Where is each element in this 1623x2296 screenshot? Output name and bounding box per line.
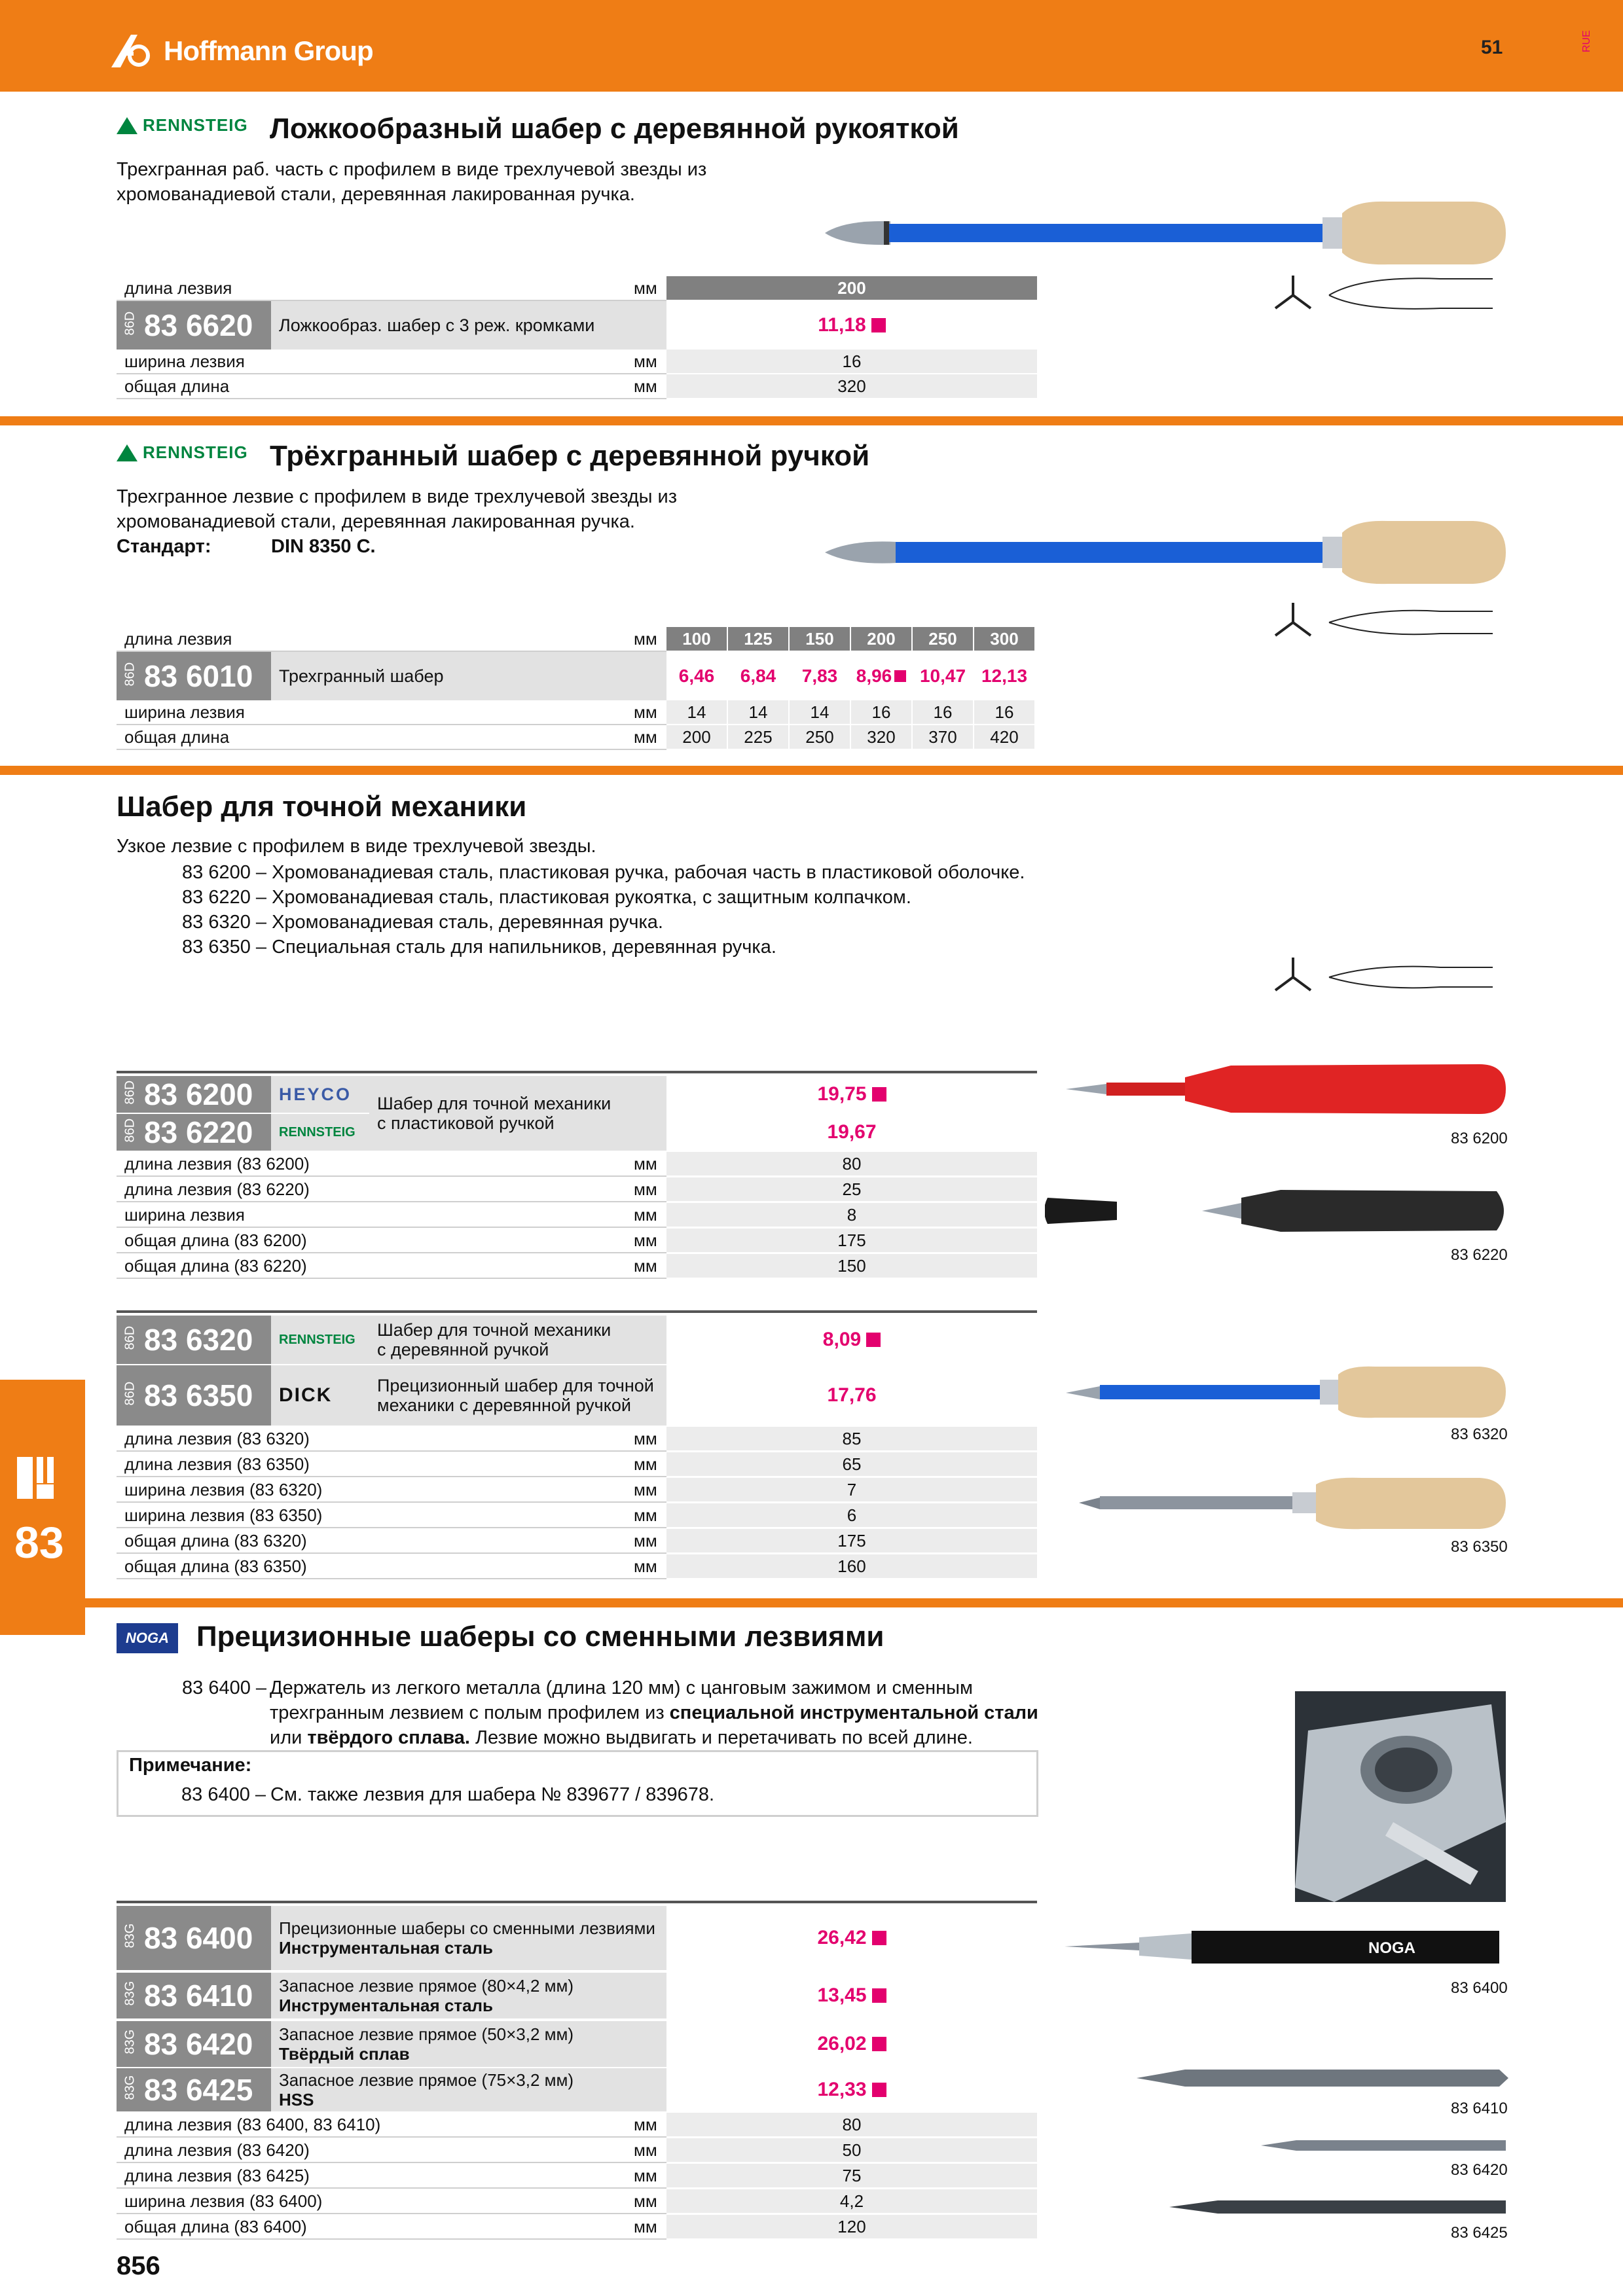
spec-value: 8 [666,1203,1037,1228]
order-square-icon [872,2083,886,2097]
spec-row: длина лезвия (83 6420) мм [117,2138,666,2163]
price-83-6420[interactable]: 26,02 [666,2021,1037,2067]
section3-bullets [182,860,1025,960]
order-square-icon [872,1931,886,1945]
price-83-6010-5[interactable]: 12,13 [981,666,1028,686]
scraper-83-6220-image [1045,1178,1516,1244]
bullet-83-6200: 83 6200 – Хромованадиевая сталь, пластиковая ручка, рабочая часть в пластиковой оболочке. [182,862,1025,883]
spec-value: 175 [666,1229,1037,1253]
caption-83-6200: 83 6200 [1451,1130,1508,1147]
code-description: Запасное лезвие прямое (50×3,2 мм) Твёрдый сплав [271,2021,666,2067]
blade-83-6420-image [1257,2132,1512,2159]
section4-bullet-code: 83 6400 – [182,1677,267,1698]
spec-value: 75 [666,2164,1037,2189]
spec-row: общая длина (83 6220) мм [117,1254,666,1279]
caption-83-6220: 83 6220 [1451,1246,1508,1264]
table2-width-5: 16 [974,700,1034,725]
table1-width-value: 16 [666,350,1037,374]
rennsteig-logo-icon [117,117,137,134]
page-number-top: 51 [1481,37,1503,58]
spec-row: общая длина (83 6200) мм [117,1229,666,1253]
section1-title: Ложкообразный шабер с деревянной рукояткой [270,113,959,145]
table1-header-label: длина лезвия мм [117,276,666,301]
spec-value: 120 [666,2215,1037,2240]
table2-total-1: 225 [728,725,788,750]
spec-value: 80 [666,1152,1037,1177]
caption-83-6350: 83 6350 [1451,1538,1508,1556]
noga-logo: NOGA [117,1623,178,1653]
blade-83-6410-image [1133,2062,1512,2094]
price-83-6620[interactable]: 11,18 [666,301,1037,350]
table2-blade-0: 100 [666,627,727,651]
table2-blade-4: 250 [913,627,973,651]
group1-topline [117,1071,1037,1073]
table1-blade-length: 200 [666,276,1037,300]
price-83-6200[interactable]: 19,75 [666,1076,1037,1113]
hoffmann-logo[interactable] [111,31,373,71]
caption-83-6425: 83 6425 [1451,2224,1508,2242]
table1-total-row: общая длина мм [117,374,666,399]
spec-value: 6 [666,1503,1037,1528]
price-83-6220[interactable]: 19,67 [827,1121,877,1143]
spec-row: длина лезвия (83 6320) мм [117,1427,666,1452]
code-description: Прецизионные шаберы со сменными лезвиями Инструментальная сталь [271,1906,666,1970]
note-box [117,1750,1038,1817]
caption-83-6420: 83 6420 [1451,2161,1508,2179]
order-square-icon [866,1333,881,1347]
caption-83-6410: 83 6410 [1451,2100,1508,2117]
bullet-83-6350: 83 6350 – Специальная сталь для напильников, деревянная ручка. [182,937,776,958]
table2-width-3: 16 [851,700,911,725]
price-83-6350[interactable]: 17,76 [827,1384,877,1406]
scraper-83-6350-image [1074,1473,1512,1532]
table2-total-2: 250 [790,725,850,750]
code-83-6620-description: Ложкообраз. шабер с 3 реж. кромками [271,301,666,350]
code-83-6410[interactable]: 83G 83 6410 [117,1973,271,2018]
code-83-6200[interactable]: 86D 83 6200 [117,1076,271,1113]
section3-title: Шабер для точной механики [117,791,527,823]
code-83-6400[interactable]: 83G 83 6400 [117,1906,271,1970]
dick-logo: DICK [271,1365,369,1426]
table2-blade-2: 150 [790,627,850,651]
section4-description: Держатель из легкого металла (длина 120 мм) с цанговым зажимом и сменным трехгранным лезвием с полым профилем из специальной инструментальной стали или твёрдого сплава. Лезвие можно выдвигать и перетачивать по всей длине. [270,1677,1038,1748]
rennsteig-logo-small: RENNSTEIG [271,1114,369,1151]
section4-title: Прецизионные шаберы со сменными лезвиями [196,1621,884,1653]
order-square-icon [871,318,886,332]
price-83-6010-1[interactable]: 6,84 [740,666,776,686]
spec-value: 65 [666,1452,1037,1477]
spec-value: 175 [666,1529,1037,1554]
spec-value: 4,2 [666,2189,1037,2214]
heyco-logo: HEYCO [271,1076,369,1113]
separator-2 [0,766,1623,775]
table2-width-row: ширина лезвия мм [117,700,666,725]
note-text: См. также лезвия для шабера № 839677 / 839678. [270,1784,715,1805]
order-square-icon [872,1087,886,1102]
code-description: Запасное лезвие прямое (75×3,2 мм) HSS [271,2068,666,2111]
section2-description: Трехгранное лезвие с профилем в виде трехлучевой звезды из хромованадиевой стали, деревянная лакированная ручка. Стандарт: DIN 8350 C. [117,486,678,557]
spec-row: ширина лезвия (83 6320) мм [117,1478,666,1503]
code-83-6420[interactable]: 83G 83 6420 [117,2021,271,2067]
profile-drawing-1 [1270,272,1506,318]
table2-total-row: общая длина мм [117,725,666,750]
triangular-scraper-image [818,513,1512,592]
hoffmann-logo-icon [111,35,157,67]
table2-width-1: 14 [728,700,788,725]
table2-blade-3: 200 [851,627,911,651]
code-83-6425[interactable]: 83G 83 6425 [117,2068,271,2111]
order-square-icon [872,1988,886,2003]
code-83-6220[interactable]: 86D 83 6220 [117,1114,271,1151]
noga-tool-label: NOGA [1368,1939,1415,1957]
scraper-83-6320-image [1061,1361,1512,1420]
spec-value: 7 [666,1478,1037,1503]
separator-1 [0,416,1623,425]
spec-row: общая длина (83 6320) мм [117,1529,666,1554]
spec-row: общая длина (83 6350) мм [117,1554,666,1579]
table1-width-row: ширина лезвия мм [117,350,666,374]
bullet-83-6320: 83 6320 – Хромованадиевая сталь, деревянная ручка. [182,912,663,933]
page-number-bottom: 856 [117,2251,160,2280]
spec-row: ширина лезвия (83 6400) мм [117,2189,666,2214]
bullet-83-6220: 83 6220 – Хромованадиевая сталь, пластиковая рукоятка, с защитным колпачком. [182,887,911,908]
table2-total-0: 200 [666,725,727,750]
caption-83-6400: 83 6400 [1451,1979,1508,1997]
order-square-icon [894,670,906,682]
scraper-83-6400-image [1061,1918,1512,1977]
language-code: RUE [1581,30,1592,52]
table2-blade-5: 300 [974,627,1034,651]
section3-description: Узкое лезвие с профилем в виде трехлучевой звезды. [117,836,596,857]
table2-header-label: длина лезвия мм [117,627,666,652]
price-83-6010-4[interactable]: 10,47 [919,666,966,686]
price-83-6410[interactable]: 13,45 [666,1973,1037,2018]
table2-width-2: 14 [790,700,850,725]
spec-row: ширина лезвия (83 6350) мм [117,1503,666,1528]
spec-row: общая длина (83 6400) мм [117,2215,666,2240]
price-83-6010-3[interactable]: 8,96 [851,652,911,700]
spoon-scraper-image [818,194,1512,272]
section1-description: Трехгранная раб. часть с профилем в виде трехлучевой звезды из хромованадиевой стали, деревянная лакированная ручка. [117,159,707,205]
table1-total-value: 320 [666,374,1037,399]
price-83-6010-0[interactable]: 6,46 [678,666,715,686]
workshop-photo [1295,1691,1506,1902]
code-83-6350-description: Прецизионный шабер для точной механики с деревянной ручкой [369,1365,666,1426]
spec-value: 25 [666,1177,1037,1202]
note-label: Примечание: [129,1755,252,1776]
code-83-6620[interactable]: 86D 83 6620 [117,301,271,350]
price-83-6320[interactable]: 8,09 [666,1316,1037,1364]
blade-83-6425-image [1165,2194,1512,2220]
profile-drawing-2 [1270,600,1506,645]
code-83-6010[interactable]: 86D 83 6010 [117,652,271,700]
table2-total-3: 320 [851,725,911,750]
spec-row: длина лезвия (83 6350) мм [117,1452,666,1477]
section2-title: Трёхгранный шабер с деревянной ручкой [270,440,870,472]
spec-row: длина лезвия (83 6400, 83 6410) мм [117,2113,666,2138]
spec-row: длина лезвия (83 6200) мм [117,1152,666,1177]
spec-row: ширина лезвия мм [117,1203,666,1228]
code-83-6320-description: Шабер для точной механики с деревянной ручкой [369,1316,666,1364]
price-83-6400[interactable]: 26,42 [666,1906,1037,1970]
profile-drawing-3 [1270,954,1506,1000]
table2-blade-1: 125 [728,627,788,651]
spec-value: 150 [666,1254,1037,1279]
rennsteig-logo-small-2: RENNSTEIG [271,1316,369,1364]
caption-83-6320: 83 6320 [1451,1426,1508,1443]
rennsteig-brand-2: RENNSTEIG [117,442,248,463]
table2-total-5: 420 [974,725,1034,750]
code-83-6010-description: Трехгранный шабер [271,652,666,700]
spec-value: 85 [666,1427,1037,1452]
rennsteig-logo-icon [117,444,137,461]
price-83-6425[interactable]: 12,33 [666,2068,1037,2111]
spec-row: длина лезвия (83 6220) мм [117,1177,666,1202]
spec-value: 50 [666,2138,1037,2163]
table2-width-0: 14 [666,700,727,725]
note-code: 83 6400 – [181,1784,266,1805]
brand-name: Hoffmann Group [164,35,373,66]
code-83-6350[interactable]: 86D 83 6350 [117,1365,271,1426]
group2-topline [117,1310,1037,1313]
group1-description: Шабер для точной механики с пластиковой ручкой [369,1076,666,1151]
price-83-6010-2[interactable]: 7,83 [801,666,838,686]
code-83-6320[interactable]: 86D 83 6320 [117,1316,271,1364]
spec-row: длина лезвия (83 6425) мм [117,2164,666,2189]
rennsteig-brand: RENNSTEIG [117,115,248,135]
table2-total-4: 370 [913,725,973,750]
order-square-icon [872,2037,886,2051]
spec-value: 80 [666,2113,1037,2138]
table4-topline [117,1901,1037,1903]
table2-width-4: 16 [913,700,973,725]
scraper-83-6200-image [1061,1051,1512,1123]
chapter-side-tab[interactable] [0,1380,85,1635]
spec-value: 160 [666,1554,1037,1579]
scraper-category-icon [14,1452,67,1504]
code-description: Запасное лезвие прямое (80×4,2 мм) Инструментальная сталь [271,1973,666,2018]
chapter-number: 83 [14,1518,64,1568]
separator-3 [0,1598,1623,1607]
